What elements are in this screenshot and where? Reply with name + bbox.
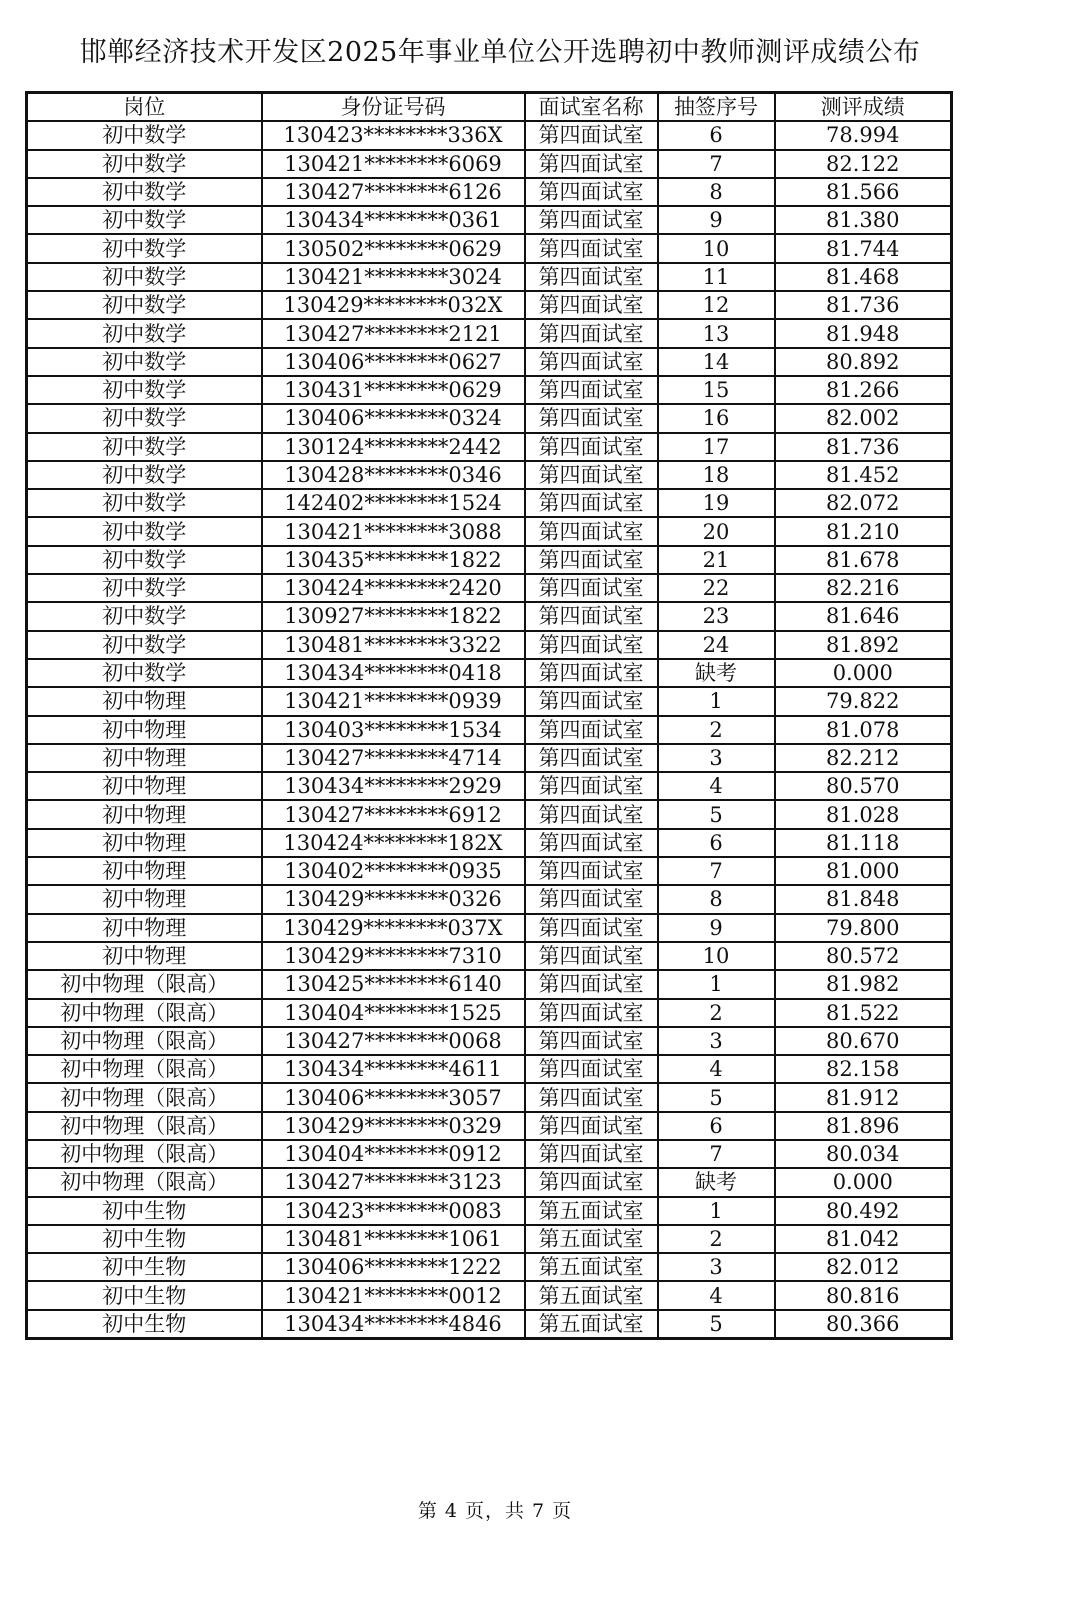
cell-room: 第四面试室 <box>525 942 658 970</box>
cell-id-number: 130406********0627 <box>262 348 525 376</box>
cell-id-number: 130421********6069 <box>262 150 525 178</box>
cell-position: 初中数学 <box>27 348 262 376</box>
cell-id-number: 130481********3322 <box>262 631 525 659</box>
cell-id-number: 130427********6912 <box>262 800 525 828</box>
cell-score: 81.736 <box>775 291 952 319</box>
table-row <box>27 744 952 772</box>
cell-id-number: 130429********037X <box>262 914 525 942</box>
cell-score: 81.982 <box>775 970 952 998</box>
cell-draw-number: 13 <box>658 319 775 347</box>
table-row <box>27 1310 952 1339</box>
cell-score: 80.892 <box>775 348 952 376</box>
cell-draw-number: 1 <box>658 970 775 998</box>
cell-score: 81.078 <box>775 716 952 744</box>
table-row <box>27 348 952 376</box>
cell-draw-number: 21 <box>658 546 775 574</box>
cell-id-number: 130424********2420 <box>262 574 525 602</box>
cell-draw-number: 2 <box>658 716 775 744</box>
table-row <box>27 1140 952 1168</box>
cell-position: 初中物理（限高） <box>27 1055 262 1083</box>
cell-score: 81.210 <box>775 517 952 545</box>
table-body <box>27 121 952 1338</box>
table-row <box>27 659 952 687</box>
cell-draw-number: 2 <box>658 1225 775 1253</box>
cell-draw-number: 8 <box>658 178 775 206</box>
cell-position: 初中物理（限高） <box>27 1112 262 1140</box>
cell-position: 初中物理 <box>27 914 262 942</box>
cell-position: 初中物理（限高） <box>27 1140 262 1168</box>
cell-position: 初中数学 <box>27 602 262 630</box>
cell-score: 81.522 <box>775 999 952 1027</box>
cell-score: 81.566 <box>775 178 952 206</box>
table-row <box>27 1055 952 1083</box>
cell-score: 80.816 <box>775 1281 952 1309</box>
cell-id-number: 130404********0912 <box>262 1140 525 1168</box>
cell-room: 第四面试室 <box>525 885 658 913</box>
cell-draw-number: 7 <box>658 150 775 178</box>
cell-score: 80.570 <box>775 772 952 800</box>
cell-room: 第四面试室 <box>525 234 658 262</box>
table-row <box>27 546 952 574</box>
cell-room: 第四面试室 <box>525 716 658 744</box>
cell-draw-number: 9 <box>658 206 775 234</box>
cell-room: 第五面试室 <box>525 1225 658 1253</box>
cell-draw-number: 2 <box>658 999 775 1027</box>
cell-score: 81.892 <box>775 631 952 659</box>
cell-score: 81.912 <box>775 1083 952 1111</box>
table-row <box>27 857 952 885</box>
column-header-score: 测评成绩 <box>775 93 952 122</box>
cell-room: 第四面试室 <box>525 489 658 517</box>
cell-draw-number: 1 <box>658 1197 775 1225</box>
cell-score: 81.000 <box>775 857 952 885</box>
cell-id-number: 130406********1222 <box>262 1253 525 1281</box>
cell-draw-number: 16 <box>658 404 775 432</box>
cell-score: 81.266 <box>775 376 952 404</box>
cell-room: 第四面试室 <box>525 461 658 489</box>
cell-id-number: 130429********7310 <box>262 942 525 970</box>
table-row <box>27 150 952 178</box>
table-row <box>27 319 952 347</box>
table-row <box>27 376 952 404</box>
cell-room: 第四面试室 <box>525 319 658 347</box>
cell-position: 初中物理（限高） <box>27 1027 262 1055</box>
cell-draw-number: 9 <box>658 914 775 942</box>
cell-room: 第四面试室 <box>525 404 658 432</box>
cell-room: 第四面试室 <box>525 1027 658 1055</box>
cell-room: 第四面试室 <box>525 1112 658 1140</box>
cell-position: 初中数学 <box>27 546 262 574</box>
cell-draw-number: 22 <box>658 574 775 602</box>
cell-position: 初中物理（限高） <box>27 970 262 998</box>
table-row <box>27 772 952 800</box>
cell-draw-number: 10 <box>658 942 775 970</box>
cell-room: 第四面试室 <box>525 376 658 404</box>
cell-draw-number: 18 <box>658 461 775 489</box>
cell-draw-number: 6 <box>658 829 775 857</box>
table-row <box>27 914 952 942</box>
cell-score: 81.118 <box>775 829 952 857</box>
cell-draw-number: 缺考 <box>658 1168 775 1196</box>
cell-room: 第四面试室 <box>525 970 658 998</box>
cell-room: 第四面试室 <box>525 857 658 885</box>
cell-position: 初中数学 <box>27 150 262 178</box>
cell-id-number: 130406********3057 <box>262 1083 525 1111</box>
cell-draw-number: 6 <box>658 1112 775 1140</box>
cell-id-number: 130427********2121 <box>262 319 525 347</box>
table-row <box>27 291 952 319</box>
cell-score: 80.670 <box>775 1027 952 1055</box>
cell-position: 初中数学 <box>27 489 262 517</box>
cell-position: 初中数学 <box>27 291 262 319</box>
cell-score: 81.380 <box>775 206 952 234</box>
table-row <box>27 404 952 432</box>
cell-room: 第四面试室 <box>525 348 658 376</box>
cell-position: 初中生物 <box>27 1225 262 1253</box>
cell-room: 第四面试室 <box>525 546 658 574</box>
cell-room: 第四面试室 <box>525 263 658 291</box>
cell-score: 81.848 <box>775 885 952 913</box>
cell-position: 初中数学 <box>27 631 262 659</box>
cell-id-number: 130502********0629 <box>262 234 525 262</box>
cell-room: 第四面试室 <box>525 517 658 545</box>
cell-score: 81.678 <box>775 546 952 574</box>
cell-score: 82.216 <box>775 574 952 602</box>
cell-position: 初中数学 <box>27 517 262 545</box>
cell-id-number: 130425********6140 <box>262 970 525 998</box>
cell-position: 初中物理 <box>27 885 262 913</box>
column-header-draw-number: 抽签序号 <box>658 93 775 122</box>
cell-id-number: 130481********1061 <box>262 1225 525 1253</box>
table-row <box>27 1112 952 1140</box>
table-row <box>27 716 952 744</box>
cell-id-number: 130124********2442 <box>262 433 525 461</box>
cell-room: 第五面试室 <box>525 1197 658 1225</box>
cell-id-number: 130434********4611 <box>262 1055 525 1083</box>
cell-id-number: 130427********4714 <box>262 744 525 772</box>
cell-draw-number: 11 <box>658 263 775 291</box>
cell-draw-number: 5 <box>658 800 775 828</box>
cell-id-number: 130434********0418 <box>262 659 525 687</box>
cell-id-number: 130434********2929 <box>262 772 525 800</box>
cell-position: 初中物理（限高） <box>27 1083 262 1111</box>
cell-draw-number: 4 <box>658 1055 775 1083</box>
cell-id-number: 130427********0068 <box>262 1027 525 1055</box>
cell-draw-number: 3 <box>658 744 775 772</box>
table-row <box>27 263 952 291</box>
cell-draw-number: 10 <box>658 234 775 262</box>
page-footer: 第 4 页，共 7 页 <box>417 1500 573 1522</box>
table-row <box>27 631 952 659</box>
cell-room: 第四面试室 <box>525 206 658 234</box>
cell-room: 第四面试室 <box>525 574 658 602</box>
table-row <box>27 1225 952 1253</box>
table-row <box>27 885 952 913</box>
cell-draw-number: 5 <box>658 1083 775 1111</box>
cell-draw-number: 4 <box>658 1281 775 1309</box>
column-header-position: 岗位 <box>27 93 262 122</box>
table-row <box>27 800 952 828</box>
cell-id-number: 130927********1822 <box>262 602 525 630</box>
cell-position: 初中生物 <box>27 1253 262 1281</box>
cell-draw-number: 6 <box>658 121 775 149</box>
cell-draw-number: 1 <box>658 687 775 715</box>
cell-id-number: 130421********0012 <box>262 1281 525 1309</box>
cell-score: 81.452 <box>775 461 952 489</box>
cell-draw-number: 7 <box>658 857 775 885</box>
cell-draw-number: 3 <box>658 1027 775 1055</box>
cell-draw-number: 8 <box>658 885 775 913</box>
cell-room: 第五面试室 <box>525 1281 658 1309</box>
table-row <box>27 970 952 998</box>
table-row <box>27 1253 952 1281</box>
table-row <box>27 687 952 715</box>
cell-score: 82.122 <box>775 150 952 178</box>
cell-id-number: 130421********3088 <box>262 517 525 545</box>
cell-position: 初中物理 <box>27 772 262 800</box>
cell-room: 第四面试室 <box>525 772 658 800</box>
cell-score: 81.028 <box>775 800 952 828</box>
cell-draw-number: 7 <box>658 1140 775 1168</box>
cell-score: 80.492 <box>775 1197 952 1225</box>
table-row <box>27 999 952 1027</box>
column-header-room: 面试室名称 <box>525 93 658 122</box>
cell-id-number: 130424********182X <box>262 829 525 857</box>
cell-position: 初中物理 <box>27 829 262 857</box>
cell-position: 初中物理 <box>27 716 262 744</box>
cell-draw-number: 20 <box>658 517 775 545</box>
cell-id-number: 130421********3024 <box>262 263 525 291</box>
cell-score: 0.000 <box>775 659 952 687</box>
cell-room: 第四面试室 <box>525 602 658 630</box>
cell-room: 第五面试室 <box>525 1253 658 1281</box>
cell-room: 第四面试室 <box>525 433 658 461</box>
cell-id-number: 130435********1822 <box>262 546 525 574</box>
scores-table <box>25 91 953 1340</box>
cell-id-number: 130428********0346 <box>262 461 525 489</box>
cell-score: 82.072 <box>775 489 952 517</box>
cell-score: 82.212 <box>775 744 952 772</box>
cell-room: 第四面试室 <box>525 829 658 857</box>
cell-score: 80.366 <box>775 1310 952 1339</box>
cell-score: 81.468 <box>775 263 952 291</box>
cell-id-number: 130427********6126 <box>262 178 525 206</box>
cell-room: 第四面试室 <box>525 150 658 178</box>
table-row <box>27 602 952 630</box>
cell-position: 初中数学 <box>27 461 262 489</box>
cell-position: 初中物理 <box>27 857 262 885</box>
cell-draw-number: 17 <box>658 433 775 461</box>
cell-position: 初中生物 <box>27 1310 262 1339</box>
cell-score: 80.034 <box>775 1140 952 1168</box>
cell-position: 初中数学 <box>27 404 262 432</box>
page-title: 邯郸经济技术开发区2025年事业单位公开选聘初中教师测评成绩公布 <box>79 37 921 68</box>
cell-score: 79.800 <box>775 914 952 942</box>
cell-id-number: 130404********1525 <box>262 999 525 1027</box>
cell-room: 第四面试室 <box>525 178 658 206</box>
cell-score: 81.948 <box>775 319 952 347</box>
cell-room: 第四面试室 <box>525 1083 658 1111</box>
cell-room: 第四面试室 <box>525 687 658 715</box>
cell-score: 81.736 <box>775 433 952 461</box>
cell-draw-number: 3 <box>658 1253 775 1281</box>
cell-position: 初中数学 <box>27 319 262 347</box>
cell-position: 初中物理（限高） <box>27 999 262 1027</box>
cell-room: 第五面试室 <box>525 1310 658 1339</box>
cell-draw-number: 缺考 <box>658 659 775 687</box>
cell-score: 78.994 <box>775 121 952 149</box>
table-row <box>27 121 952 149</box>
table-row <box>27 1281 952 1309</box>
cell-id-number: 130434********0361 <box>262 206 525 234</box>
cell-position: 初中数学 <box>27 574 262 602</box>
cell-position: 初中数学 <box>27 121 262 149</box>
cell-score: 82.012 <box>775 1253 952 1281</box>
cell-room: 第四面试室 <box>525 121 658 149</box>
table-row <box>27 829 952 857</box>
cell-room: 第四面试室 <box>525 1140 658 1168</box>
cell-id-number: 130427********3123 <box>262 1168 525 1196</box>
cell-id-number: 130431********0629 <box>262 376 525 404</box>
cell-id-number: 130434********4846 <box>262 1310 525 1339</box>
cell-id-number: 142402********1524 <box>262 489 525 517</box>
table-row <box>27 1027 952 1055</box>
cell-score: 81.646 <box>775 602 952 630</box>
cell-draw-number: 24 <box>658 631 775 659</box>
cell-id-number: 130406********0324 <box>262 404 525 432</box>
table-header-row <box>27 93 952 122</box>
cell-draw-number: 5 <box>658 1310 775 1339</box>
table-row <box>27 489 952 517</box>
cell-id-number: 130429********0326 <box>262 885 525 913</box>
table-row <box>27 942 952 970</box>
table-row <box>27 178 952 206</box>
cell-position: 初中物理 <box>27 744 262 772</box>
cell-id-number: 130403********1534 <box>262 716 525 744</box>
cell-position: 初中物理 <box>27 800 262 828</box>
cell-score: 0.000 <box>775 1168 952 1196</box>
cell-score: 82.002 <box>775 404 952 432</box>
cell-position: 初中数学 <box>27 659 262 687</box>
cell-draw-number: 4 <box>658 772 775 800</box>
cell-score: 81.744 <box>775 234 952 262</box>
cell-position: 初中数学 <box>27 206 262 234</box>
cell-id-number: 130402********0935 <box>262 857 525 885</box>
cell-room: 第四面试室 <box>525 631 658 659</box>
cell-draw-number: 14 <box>658 348 775 376</box>
cell-room: 第四面试室 <box>525 291 658 319</box>
table-row <box>27 1083 952 1111</box>
cell-position: 初中生物 <box>27 1197 262 1225</box>
cell-room: 第四面试室 <box>525 744 658 772</box>
table-row <box>27 234 952 262</box>
cell-position: 初中物理 <box>27 687 262 715</box>
cell-position: 初中数学 <box>27 178 262 206</box>
cell-room: 第四面试室 <box>525 914 658 942</box>
table-row <box>27 1197 952 1225</box>
table-row <box>27 1168 952 1196</box>
cell-position: 初中物理 <box>27 942 262 970</box>
table-row <box>27 517 952 545</box>
cell-draw-number: 19 <box>658 489 775 517</box>
cell-id-number: 130429********032X <box>262 291 525 319</box>
cell-position: 初中数学 <box>27 234 262 262</box>
cell-room: 第四面试室 <box>525 800 658 828</box>
cell-position: 初中数学 <box>27 263 262 291</box>
table-row <box>27 461 952 489</box>
cell-id-number: 130421********0939 <box>262 687 525 715</box>
cell-draw-number: 23 <box>658 602 775 630</box>
cell-room: 第四面试室 <box>525 659 658 687</box>
cell-draw-number: 15 <box>658 376 775 404</box>
cell-position: 初中数学 <box>27 376 262 404</box>
cell-score: 80.572 <box>775 942 952 970</box>
cell-room: 第四面试室 <box>525 999 658 1027</box>
table-row <box>27 574 952 602</box>
cell-position: 初中物理（限高） <box>27 1168 262 1196</box>
cell-draw-number: 12 <box>658 291 775 319</box>
cell-score: 82.158 <box>775 1055 952 1083</box>
table-row <box>27 206 952 234</box>
cell-position: 初中数学 <box>27 433 262 461</box>
cell-score: 81.042 <box>775 1225 952 1253</box>
cell-score: 81.896 <box>775 1112 952 1140</box>
cell-id-number: 130423********0083 <box>262 1197 525 1225</box>
cell-id-number: 130429********0329 <box>262 1112 525 1140</box>
cell-id-number: 130423********336X <box>262 121 525 149</box>
column-header-id-number: 身份证号码 <box>262 93 525 122</box>
cell-score: 79.822 <box>775 687 952 715</box>
cell-room: 第四面试室 <box>525 1055 658 1083</box>
cell-room: 第四面试室 <box>525 1168 658 1196</box>
cell-position: 初中生物 <box>27 1281 262 1309</box>
table-row <box>27 433 952 461</box>
